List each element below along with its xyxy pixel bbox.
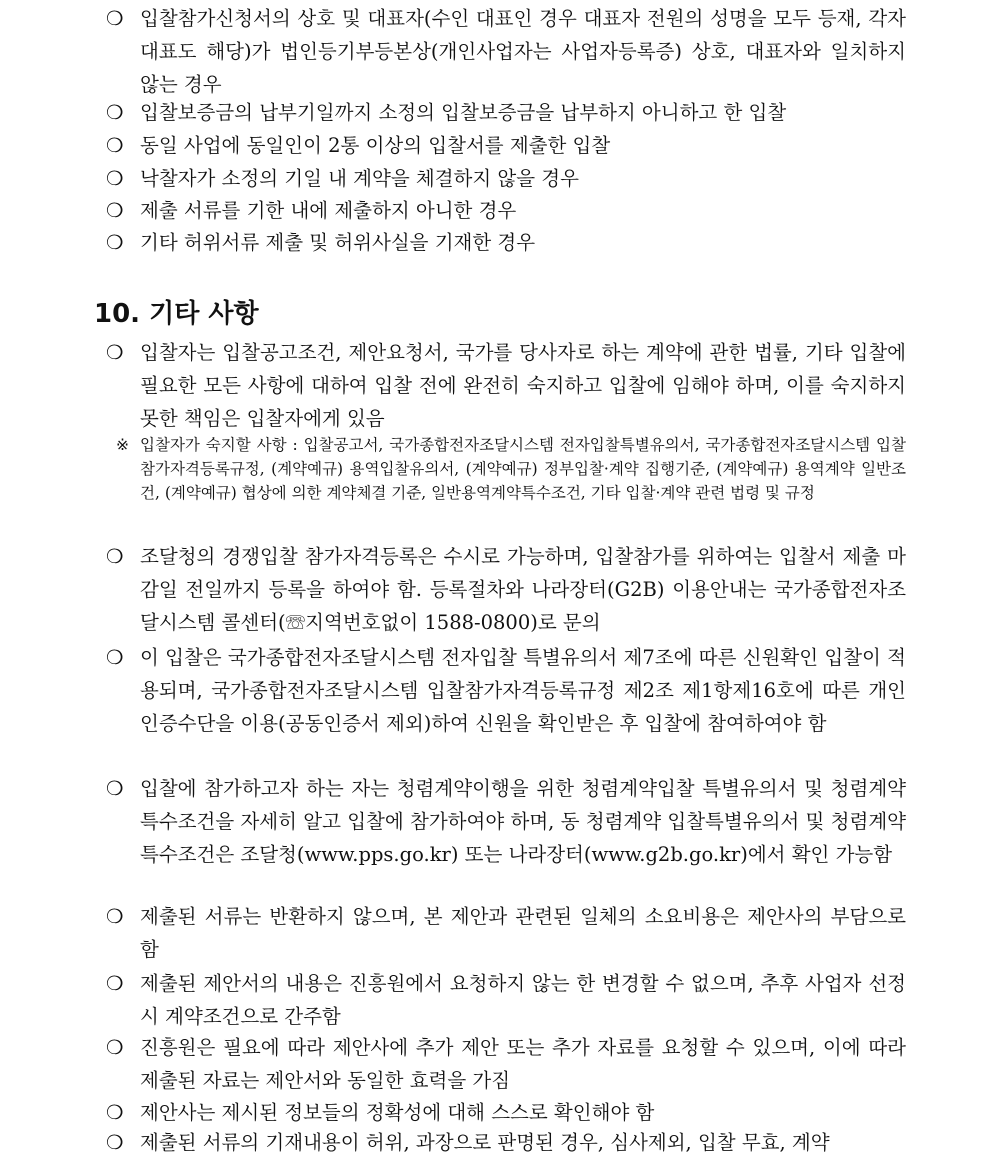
list-item <box>106 540 906 639</box>
list-item <box>106 1126 906 1159</box>
list-item <box>106 1096 906 1129</box>
circle-bullet-icon: ❍ <box>106 341 124 364</box>
list-item-text: 입찰보증금의 납부기일까지 소정의 입찰보증금을 납부하지 아니하고 한 입찰 <box>140 101 787 124</box>
circle-bullet-icon: ❍ <box>106 231 124 254</box>
list-item-text: 조달청의 경쟁입찰 참가자격등록은 수시로 가능하며, 입찰참가를 위하여는 입찰서 제출 마감일 전일까지 등록을 하여야 함. 등록절차와 나라장터(G2B) 이용안내는 국가종합전자조달시스템 콜센터(☏지역번호없이 1588-0800)로 문의 <box>140 545 906 634</box>
circle-bullet-icon: ❍ <box>106 1101 124 1124</box>
circle-bullet-icon: ❍ <box>106 646 124 669</box>
note-block <box>116 433 906 505</box>
list-item-text: 제출 서류를 기한 내에 제출하지 아니한 경우 <box>140 199 517 222</box>
list-item <box>106 129 906 162</box>
circle-bullet-icon: ❍ <box>106 167 124 190</box>
list-item-text: 제출된 제안서의 내용은 진흥원에서 요청하지 않는 한 변경할 수 없으며, 추후 사업자 선정 시 계약조건으로 간주함 <box>140 972 906 1028</box>
circle-bullet-icon: ❍ <box>106 905 124 928</box>
list-item <box>106 772 906 871</box>
list-item-text: 제출된 서류의 기재내용이 허위, 과장으로 판명된 경우, 심사제외, 입찰 무효, 계약 <box>140 1131 830 1154</box>
list-item <box>106 900 906 966</box>
list-item <box>106 1031 906 1097</box>
circle-bullet-icon: ❍ <box>106 7 124 30</box>
circle-bullet-icon: ❍ <box>106 199 124 222</box>
circle-bullet-icon: ❍ <box>106 545 124 568</box>
list-item <box>106 967 906 1033</box>
list-item <box>106 96 906 129</box>
circle-bullet-icon: ❍ <box>106 134 124 157</box>
list-item <box>106 641 906 740</box>
note-text: 입찰자가 숙지할 사항 : 입찰공고서, 국가종합전자조달시스템 전자입찰특별유의서, 국가종합전자조달시스템 입찰참가자격등록규정, (계약예규) 용역입찰유의서, (계약예규) 정부입찰·계약 집행기준, (계약예규) 용역계약 일반조건, (계약예규) 협상에 의한 계약체결 기준, 일반용역계약특수조건, 기타 입찰·계약 관련 법령 및 규정 <box>140 436 906 502</box>
list-item-text: 진흥원은 필요에 따라 제안사에 추가 제안 또는 추가 자료를 요청할 수 있으며, 이에 따라 제출된 자료는 제안서와 동일한 효력을 가짐 <box>140 1036 906 1092</box>
circle-bullet-icon: ❍ <box>106 777 124 800</box>
reference-mark-icon: ※ <box>116 436 129 454</box>
list-item <box>106 2 906 101</box>
list-item-text: 이 입찰은 국가종합전자조달시스템 전자입찰 특별유의서 제7조에 따른 신원확인 입찰이 적용되며, 국가종합전자조달시스템 입찰참가자격등록규정 제2조 제1항제16호에 따른 개인인증수단을 이용(공동인증서 제외)하여 신원을 확인받은 후 입찰에 참여하여야 함 <box>140 646 906 735</box>
list-item-text: 동일 사업에 동일인이 2통 이상의 입찰서를 제출한 입찰 <box>140 134 611 157</box>
list-item-text: 입찰참가신청서의 상호 및 대표자(수인 대표인 경우 대표자 전원의 성명을 모두 등재, 각자 대표도 해당)가 법인등기부등본상(개인사업자는 사업자등록증) 상호, 대표자와 일치하지 않는 경우 <box>140 7 906 96</box>
list-item <box>106 194 906 227</box>
list-item-text: 제안사는 제시된 정보들의 정확성에 대해 스스로 확인해야 함 <box>140 1101 655 1124</box>
circle-bullet-icon: ❍ <box>106 1131 124 1154</box>
circle-bullet-icon: ❍ <box>106 101 124 124</box>
section-heading: 10. 기타 사항 <box>94 299 259 329</box>
circle-bullet-icon: ❍ <box>106 972 124 995</box>
list-item-text: 기타 허위서류 제출 및 허위사실을 기재한 경우 <box>140 231 536 254</box>
list-item <box>106 162 906 195</box>
list-item <box>106 226 906 259</box>
list-item-text: 입찰자는 입찰공고조건, 제안요청서, 국가를 당사자로 하는 계약에 관한 법률, 기타 입찰에 필요한 모든 사항에 대하여 입찰 전에 완전히 숙지하고 입찰에 임해야 하며, 이를 숙지하지 못한 책임은 입찰자에게 있음 <box>140 341 906 430</box>
circle-bullet-icon: ❍ <box>106 1036 124 1059</box>
list-item <box>106 336 906 435</box>
list-item-text: 제출된 서류는 반환하지 않으며, 본 제안과 관련된 일체의 소요비용은 제안사의 부담으로 함 <box>140 905 906 961</box>
list-item-text: 낙찰자가 소정의 기일 내 계약을 체결하지 않을 경우 <box>140 167 579 190</box>
list-item-text: 입찰에 참가하고자 하는 자는 청렴계약이행을 위한 청렴계약입찰 특별유의서 및 청렴계약 특수조건을 자세히 알고 입찰에 참가하여야 하며, 동 청렴계약 입찰특별유의서 및 청렴계약 특수조건은 조달청(www.pps.go.kr) 또는 나라장터(www.g2b.go.kr)에서 확인 가능함 <box>140 777 906 866</box>
